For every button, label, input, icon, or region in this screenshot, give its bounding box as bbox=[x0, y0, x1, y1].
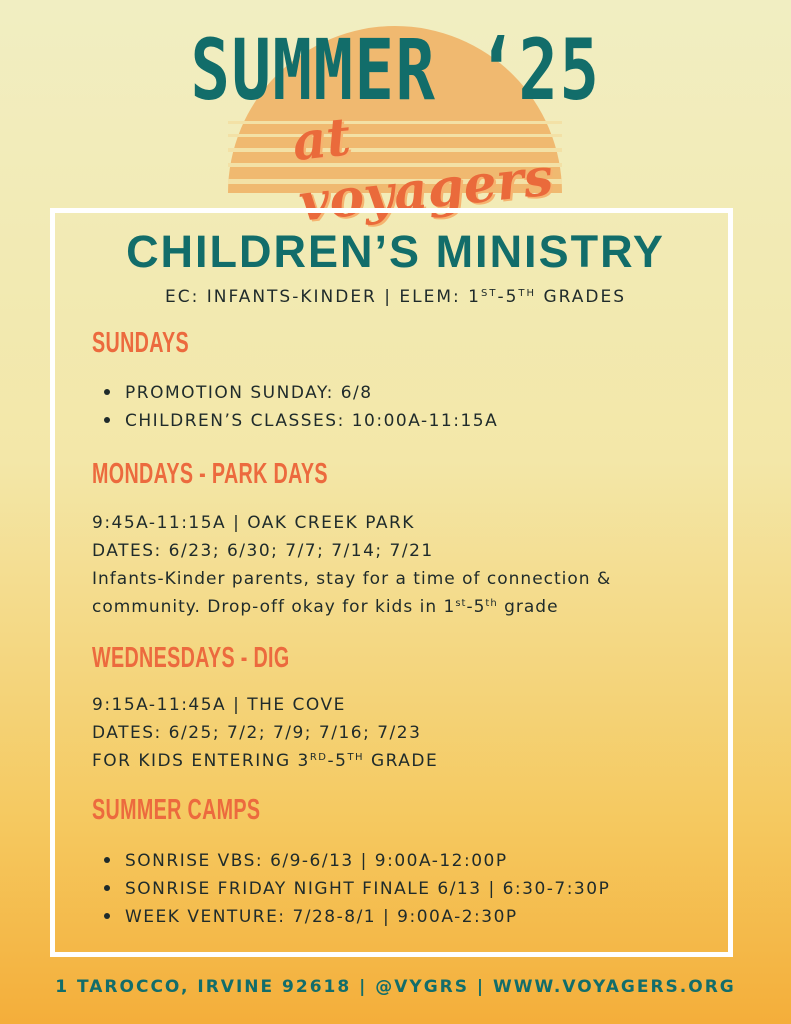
section-heading-wednesdays: WEDNESDAYS - DIG bbox=[92, 642, 290, 674]
footer-contact: 1 TAROCCO, IRVINE 92618 | @VYGRS | WWW.VOYAGERS.ORG bbox=[55, 977, 736, 997]
mondays-dates: DATES: 6/23; 6/30; 7/7; 7/14; 7/21 bbox=[92, 541, 434, 561]
list-item: WEEK VENTURE: 7/28-8/1 | 9:00A-2:30P bbox=[104, 907, 518, 927]
list-item: SONRISE FRIDAY NIGHT FINALE 6/13 | 6:30-7:30P bbox=[104, 879, 610, 899]
mondays-note-cont: community. Drop-off okay for kids in 1st-5th grade bbox=[92, 597, 559, 617]
section-heading-mondays: MONDAYS - PARK DAYS bbox=[92, 458, 328, 490]
ministry-ages: EC: INFANTS-KINDER | ELEM: 1ST-5TH GRADES bbox=[165, 287, 626, 307]
bullet-icon bbox=[104, 913, 110, 919]
ministry-title: CHILDREN’S MINISTRY bbox=[126, 226, 665, 277]
mondays-note: Infants-Kinder parents, stay for a time of connection & bbox=[92, 569, 612, 589]
wednesdays-dates: DATES: 6/25; 7/2; 7/9; 7/16; 7/23 bbox=[92, 723, 422, 743]
bullet-icon bbox=[104, 885, 110, 891]
bullet-icon bbox=[104, 389, 110, 395]
list-item: SONRISE VBS: 6/9-6/13 | 9:00A-12:00P bbox=[104, 851, 508, 871]
wednesdays-kids: FOR KIDS ENTERING 3RD-5TH GRADE bbox=[92, 751, 439, 771]
wednesdays-time: 9:15A-11:45A | THE COVE bbox=[92, 695, 346, 715]
list-item: PROMOTION SUNDAY: 6/8 bbox=[104, 383, 373, 403]
section-heading-sundays: SUNDAYS bbox=[92, 327, 189, 359]
poster-title: SUMMER ‘25 bbox=[190, 21, 601, 119]
poster-subtitle: at voyagers bbox=[289, 106, 556, 234]
mondays-time: 9:45A-11:15A | OAK CREEK PARK bbox=[92, 513, 415, 533]
bullet-icon bbox=[104, 857, 110, 863]
bullet-icon bbox=[104, 417, 110, 423]
section-heading-camps: SUMMER CAMPS bbox=[92, 794, 261, 826]
list-item: CHILDREN’S CLASSES: 10:00A-11:15A bbox=[104, 411, 498, 431]
